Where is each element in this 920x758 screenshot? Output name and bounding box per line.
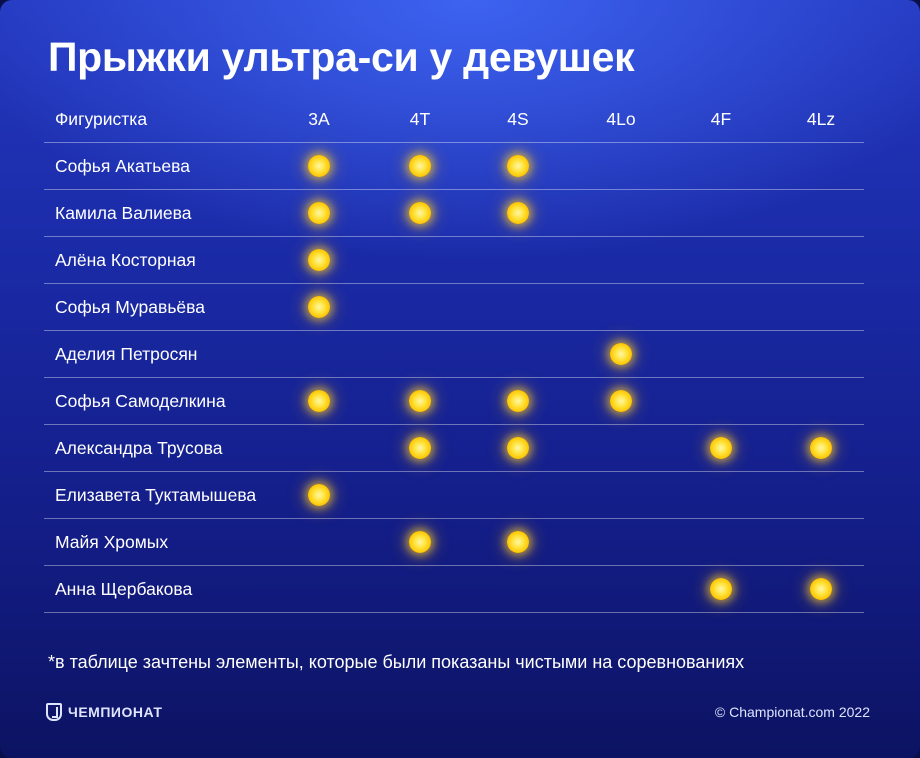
- jump-cell-3a: [289, 143, 349, 189]
- table-row: [44, 425, 864, 472]
- skater-name: Александра Трусова: [55, 438, 223, 458]
- jump-cell-4t: [390, 378, 450, 424]
- jump-cell-4f: [691, 284, 751, 330]
- table-row: [44, 284, 864, 331]
- jump-performed-marker: [308, 484, 330, 506]
- jump-cell-4s: [488, 378, 548, 424]
- jump-performed-marker: [409, 531, 431, 553]
- jump-cell-4f: [691, 566, 751, 612]
- skater-name: Камила Валиева: [55, 203, 192, 223]
- table-row: [44, 190, 864, 237]
- jump-cell-4f: [691, 143, 751, 189]
- table-row: [44, 331, 864, 378]
- skater-name: Аделия Петросян: [55, 344, 198, 364]
- jump-cell-4lz: [791, 566, 851, 612]
- jump-cell-4lz: [791, 519, 851, 565]
- jump-cell-4t: [390, 143, 450, 189]
- jump-cell-4lz: [791, 143, 851, 189]
- jump-cell-3a: [289, 237, 349, 283]
- jump-cell-4lo: [591, 425, 651, 471]
- skater-name: Софья Муравьёва: [55, 297, 205, 317]
- jump-cell-4f: [691, 378, 751, 424]
- jump-cell-4lz: [791, 237, 851, 283]
- jump-cell-4lo: [591, 378, 651, 424]
- jump-cell-4s: [488, 472, 548, 518]
- jump-cell-3a: [289, 378, 349, 424]
- column-header-3a: 3A: [308, 109, 330, 129]
- column-header-4f: 4F: [710, 109, 732, 129]
- skater-name: Анна Щербакова: [55, 579, 193, 599]
- jump-cell-4lo: [591, 190, 651, 236]
- chart-title: Прыжки ультра-си у девушек: [48, 34, 635, 80]
- jump-cell-3a: [289, 425, 349, 471]
- table-header-row: [44, 96, 864, 143]
- jump-cell-4t: [390, 425, 450, 471]
- jump-cell-4s: [488, 566, 548, 612]
- jump-cell-4lo: [591, 331, 651, 377]
- jump-cell-4s: [488, 143, 548, 189]
- jump-cell-4lz: [791, 472, 851, 518]
- jump-performed-marker: [308, 249, 330, 271]
- table-row: [44, 566, 864, 613]
- jump-cell-3a: [289, 284, 349, 330]
- skater-name: Алёна Косторная: [55, 250, 196, 270]
- jump-cell-4f: [691, 519, 751, 565]
- jump-performed-marker: [308, 202, 330, 224]
- column-header-4lz: 4Lz: [806, 109, 836, 129]
- jump-cell-4s: [488, 519, 548, 565]
- jump-performed-marker: [710, 578, 732, 600]
- jump-cell-3a: [289, 519, 349, 565]
- jump-cell-3a: [289, 566, 349, 612]
- skater-name: Майя Хромых: [55, 532, 169, 552]
- jump-cell-4lo: [591, 237, 651, 283]
- logo-text: ЧЕМПИОНАТ: [68, 704, 163, 720]
- jump-performed-marker: [507, 531, 529, 553]
- jump-performed-marker: [409, 390, 431, 412]
- jump-cell-4lz: [791, 284, 851, 330]
- column-header-skater: Фигуристка: [55, 109, 148, 129]
- skater-name: Софья Самоделкина: [55, 391, 226, 411]
- jump-cell-4f: [691, 331, 751, 377]
- jump-cell-3a: [289, 331, 349, 377]
- jump-cell-4lz: [791, 425, 851, 471]
- jump-performed-marker: [810, 578, 832, 600]
- jump-cell-4lz: [791, 331, 851, 377]
- table-row: [44, 143, 864, 190]
- footnote: *в таблице зачтены элементы, которые были показаны чистыми на соревнованиях: [48, 652, 745, 672]
- jump-performed-marker: [409, 437, 431, 459]
- jump-cell-4t: [390, 472, 450, 518]
- jump-performed-marker: [409, 202, 431, 224]
- jump-cell-4lz: [791, 190, 851, 236]
- jump-cell-4t: [390, 284, 450, 330]
- jump-cell-4s: [488, 284, 548, 330]
- jump-cell-4f: [691, 237, 751, 283]
- jump-performed-marker: [507, 390, 529, 412]
- jump-cell-4lo: [591, 143, 651, 189]
- jump-cell-4t: [390, 190, 450, 236]
- jump-cell-4s: [488, 190, 548, 236]
- jump-cell-3a: [289, 472, 349, 518]
- jump-performed-marker: [610, 390, 632, 412]
- jump-cell-4t: [390, 566, 450, 612]
- column-header-4lo: 4Lo: [606, 109, 636, 129]
- table-row: [44, 237, 864, 284]
- jump-cell-4lo: [591, 472, 651, 518]
- championat-logo-icon: [46, 703, 62, 721]
- jump-cell-4s: [488, 331, 548, 377]
- jump-cell-3a: [289, 190, 349, 236]
- table-row: [44, 519, 864, 566]
- jump-performed-marker: [810, 437, 832, 459]
- jump-cell-4lo: [591, 566, 651, 612]
- jump-performed-marker: [710, 437, 732, 459]
- skater-name: Софья Акатьева: [55, 156, 190, 176]
- jump-cell-4lo: [591, 519, 651, 565]
- skater-name: Елизавета Туктамышева: [55, 485, 257, 505]
- jump-performed-marker: [610, 343, 632, 365]
- column-header-4s: 4S: [507, 109, 529, 129]
- jump-performed-marker: [507, 202, 529, 224]
- jump-cell-4lo: [591, 284, 651, 330]
- jump-cell-4f: [691, 425, 751, 471]
- jumps-table: [44, 96, 864, 613]
- column-header-4t: 4T: [409, 109, 431, 129]
- jump-performed-marker: [308, 390, 330, 412]
- jump-cell-4f: [691, 472, 751, 518]
- jump-cell-4t: [390, 331, 450, 377]
- jump-performed-marker: [308, 155, 330, 177]
- table-row: [44, 472, 864, 519]
- jump-cell-4lz: [791, 378, 851, 424]
- table-row: [44, 378, 864, 425]
- jump-cell-4s: [488, 425, 548, 471]
- jump-cell-4t: [390, 237, 450, 283]
- championat-logo: [46, 703, 162, 721]
- jump-performed-marker: [507, 155, 529, 177]
- jump-cell-4t: [390, 519, 450, 565]
- jump-cell-4s: [488, 237, 548, 283]
- jump-performed-marker: [507, 437, 529, 459]
- jump-performed-marker: [308, 296, 330, 318]
- copyright: © Championat.com 2022: [714, 704, 870, 720]
- jump-cell-4f: [691, 190, 751, 236]
- jump-performed-marker: [409, 155, 431, 177]
